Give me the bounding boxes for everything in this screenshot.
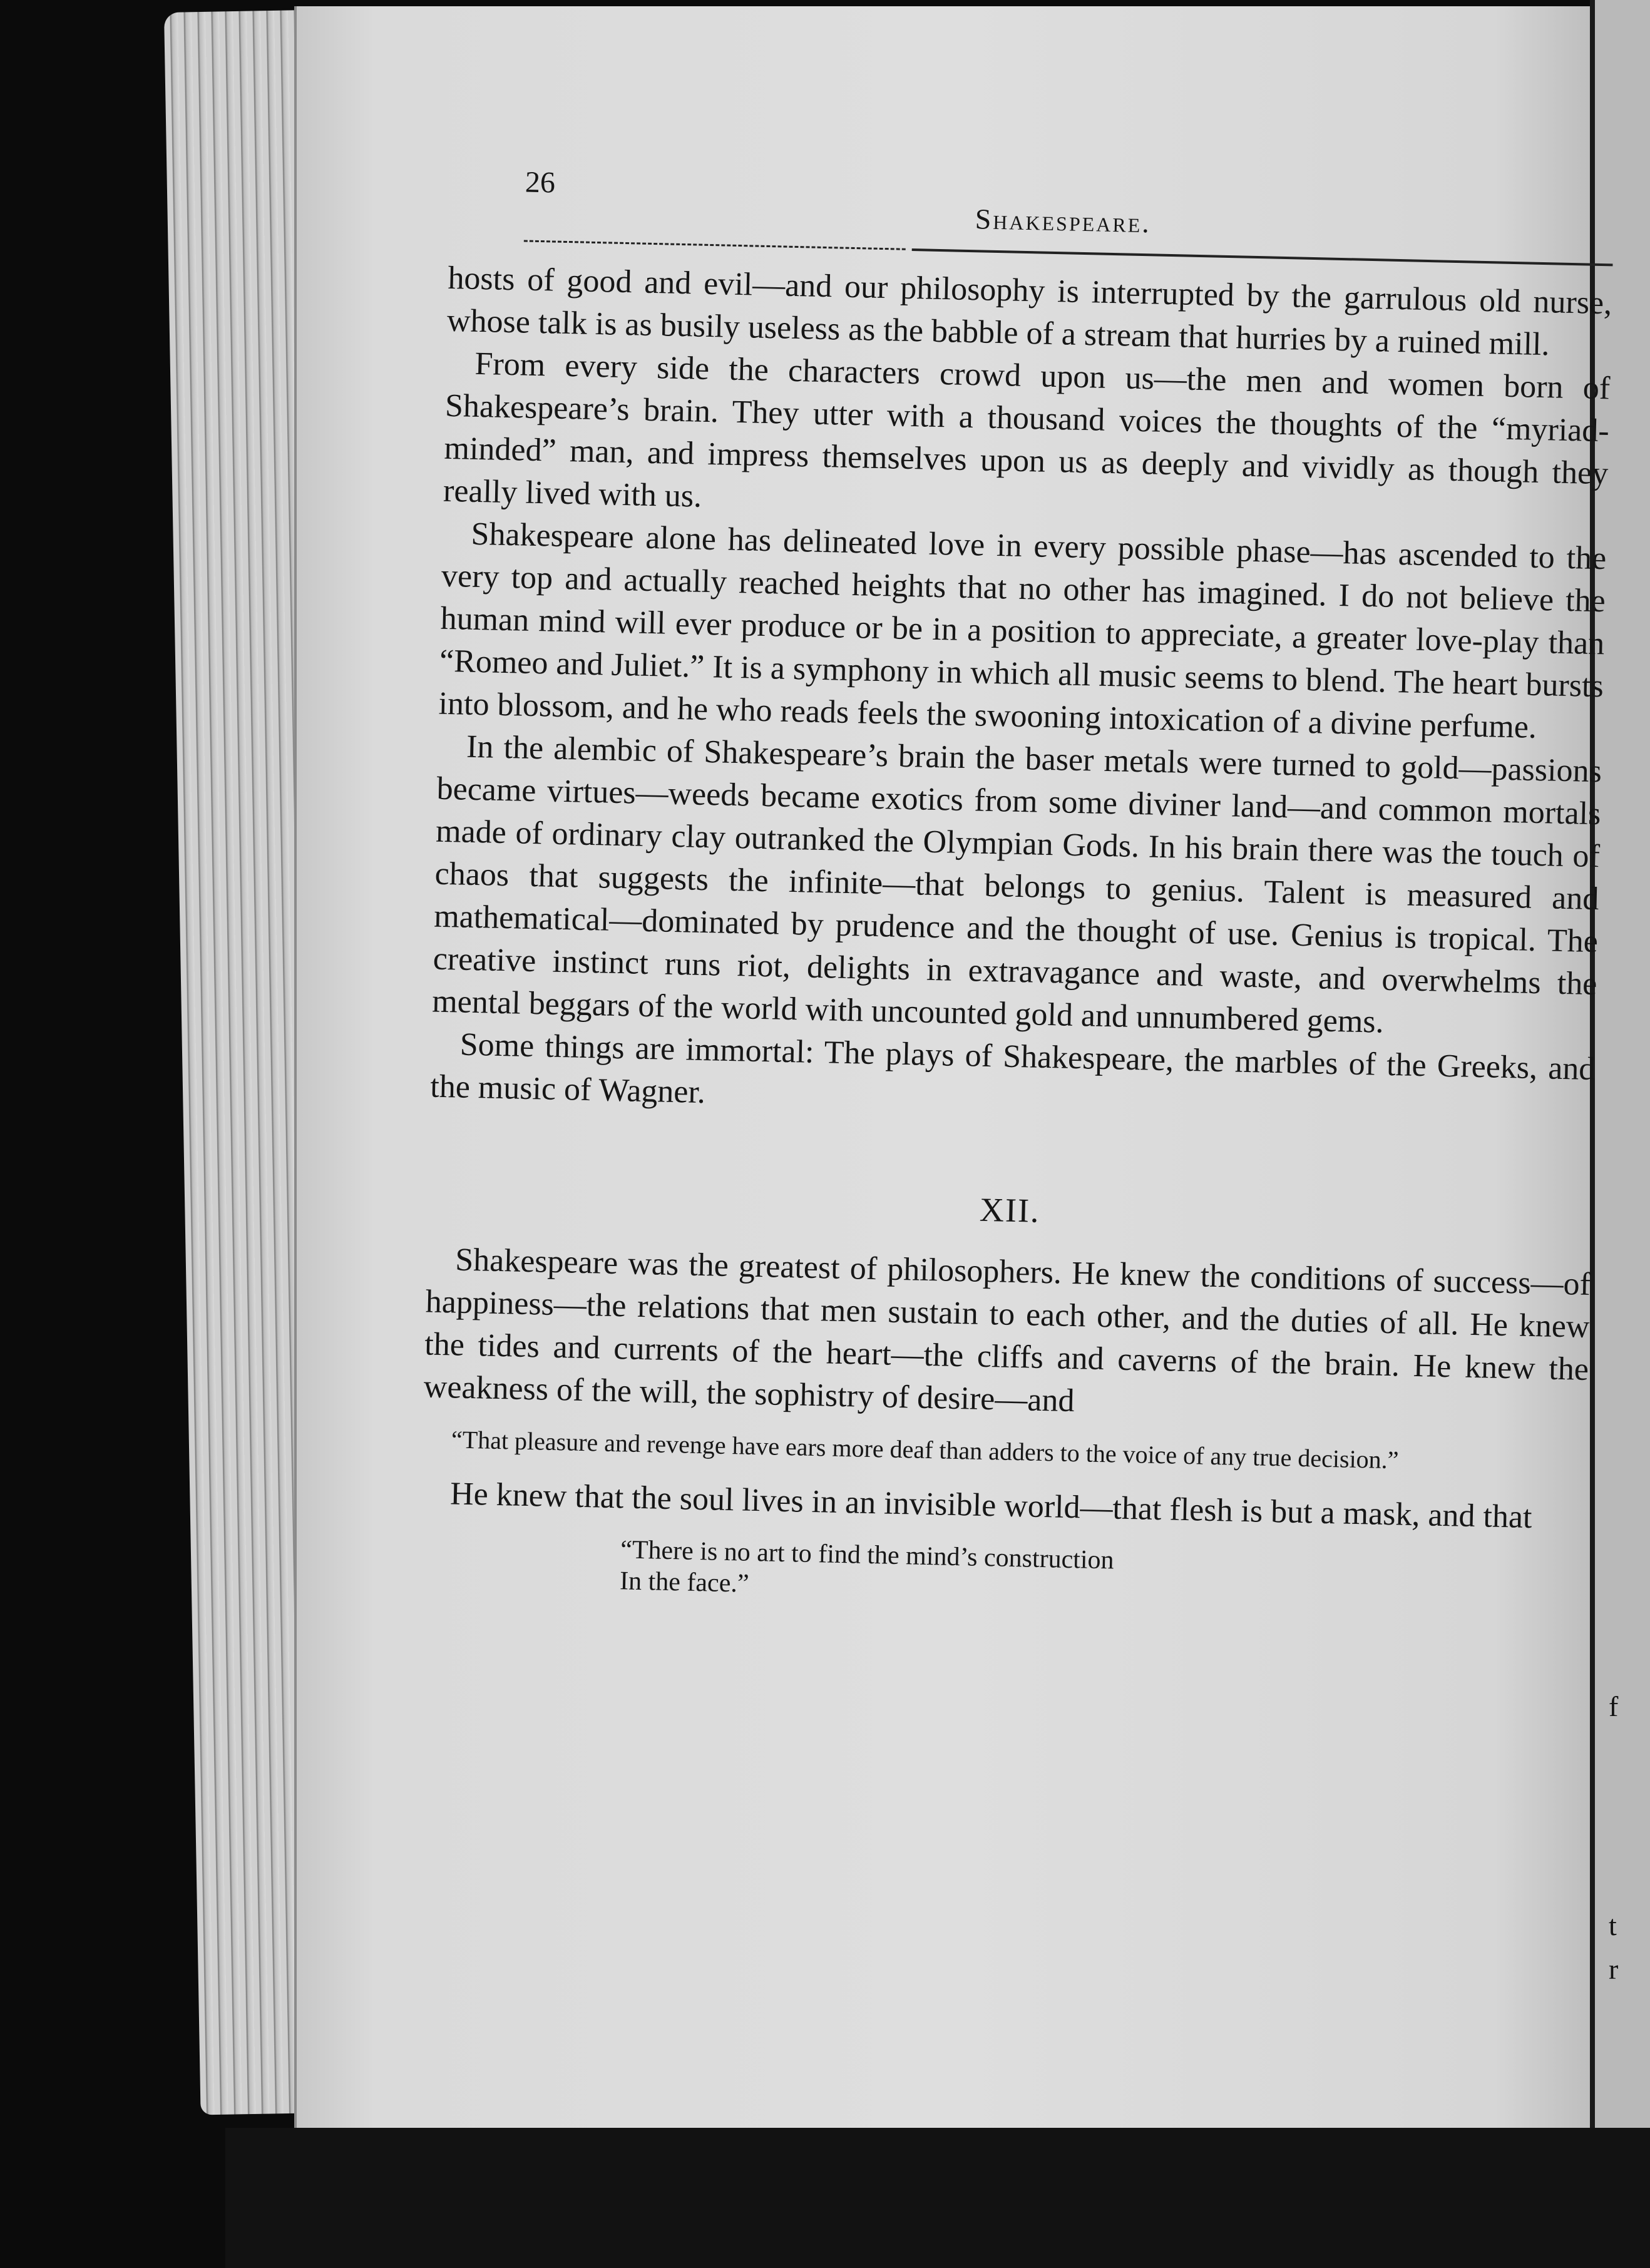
block-quote: “That pleasure and revenge have ears more deaf than adders to the voice of any true decision.” [451,1425,1399,1474]
paragraph: Shakespeare was the greatest of philosophers. He knew the conditions of success—of happiness—the relations that men sustain to each other, and the duties of all. He knew the tides and currents of the heart—the cliffs and caverns of the brain. He knew the weakness of the will, the sophistry of desire—and [423,1242,1591,1419]
verse-quote [620,1534,1585,1618]
paragraph: From every side the characters crowd upon us—the men and women born of Shakespeare’s brain. They utter with a thousand voices the thoughts of the “myriad-minded” man, and impress themselves upon us as deeply and vividly as though they really lived with us. [443,345,1611,514]
body-text [419,257,1612,1618]
paragraph: Some things are immortal: The plays of Shakespeare, the marbles of the Greeks, and the music of Wagner. [429,1026,1596,1111]
facing-page-fragment: f [1609,1690,1619,1722]
paragraph: Shakespeare alone has delineated love in every possible phase—has ascended to the very top and actually reached heights that no other has imagined. I do not believe the human mind will ever produce or be in a position to appreciate, a greater love-play than “Romeo and Juliet.” It is a symphony in which all music seems to blend. The heart bursts into blossom, and he who reads feels the swooning intoxication of a divine perfume. [438,516,1607,745]
header-rule-right [912,248,1613,266]
paragraph: He knew that the soul lives in an invisible world—that flesh is but a mask, and that [449,1476,1533,1536]
facing-page-fragment: r [1609,1953,1619,1985]
page-number: 26 [525,165,556,200]
paragraph: hosts of good and evil—and our philosophy is interrupted by the garrulous old nurse, whose talk is as busily useless as the babble of a stream that hurries by a ruined mill. [446,260,1612,363]
section-heading: XII. [979,1190,1041,1230]
verse-line: “There is no art to find the mind’s construction [620,1535,1115,1575]
facing-page-fragment: t [1609,1909,1617,1941]
verse-line: In the face.” [619,1566,750,1598]
header-rule-left [524,240,906,250]
page-content [386,150,1615,1991]
running-head: Shakespeare. [975,203,1152,239]
scan-bottom-margin [225,2128,1650,2268]
paragraph: In the alembic of Shakespeare’s brain the baser metals were turned to gold—passions became virtues—weeds became exotics from some diviner land—and common mortals made of ordinary clay outranked the Olympian Gods. In his brain there was the touch of chaos that suggests the infinite—that belongs to genius. Talent is measured and mathematical—dominated by prudence and the thought of use. Genius is tropical. The creative instinct runs riot, delights in extravagance and waste, and overwhelms the mental beggars of the world with uncounted gold and unnumbered gems. [431,728,1602,1040]
